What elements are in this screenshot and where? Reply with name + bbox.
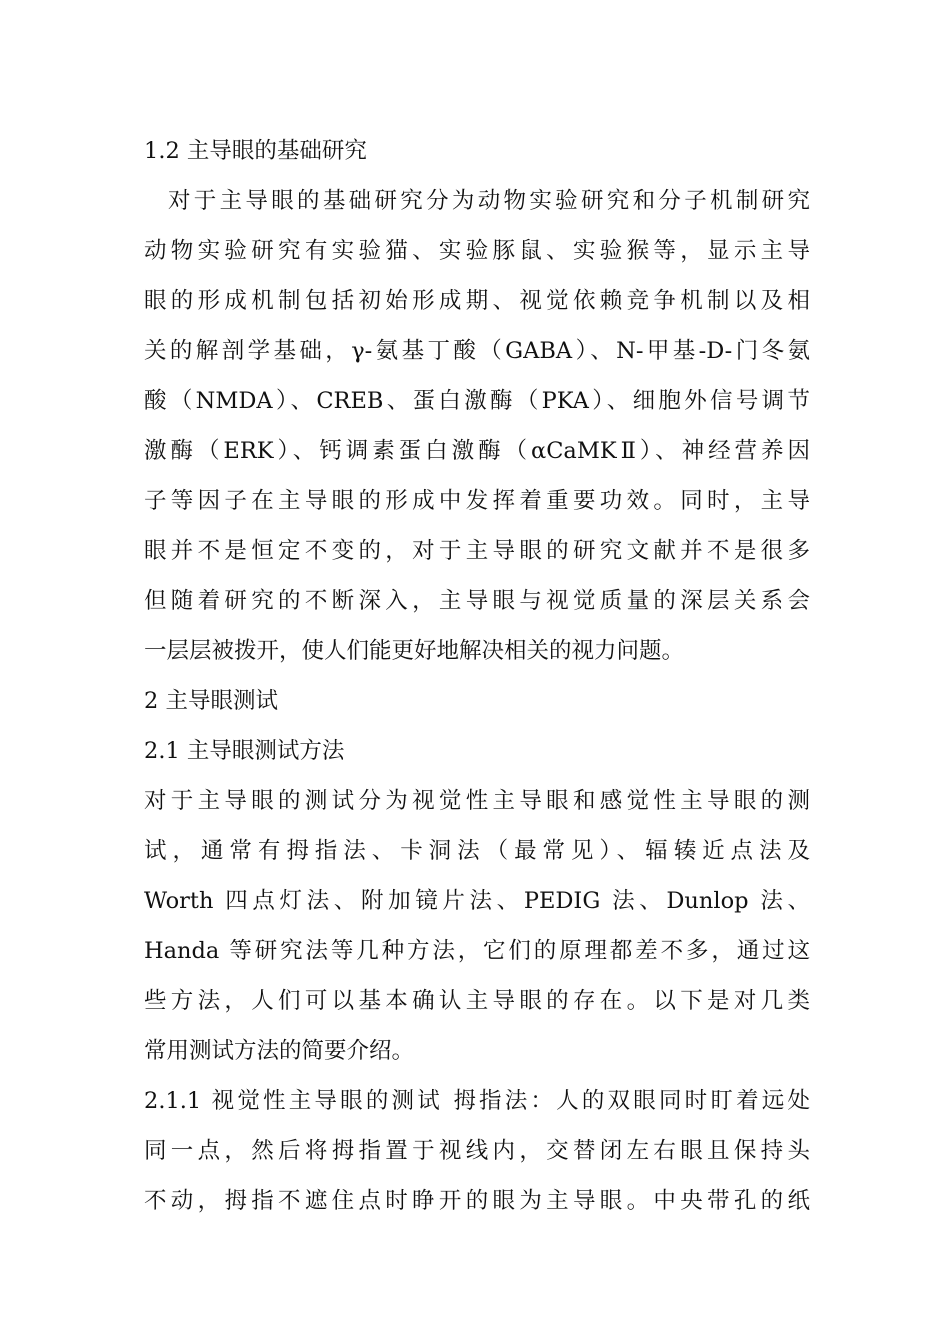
paragraph-line: 眼并不是恒定不变的，对于主导眼的研究文献并不是很多	[144, 538, 810, 564]
paragraph-line: 试，通常有拇指法、卡洞法（最常见）、辐辏近点法及	[144, 838, 810, 864]
paragraph-line: 些方法，人们可以基本确认主导眼的存在。以下是对几类	[144, 988, 810, 1014]
paragraph-line: 眼的形成机制包括初始形成期、视觉依赖竞争机制以及相	[144, 288, 810, 314]
paragraph-line: 对于主导眼的测试分为视觉性主导眼和感觉性主导眼的测	[144, 788, 810, 814]
paragraph-line: 但随着研究的不断深入，主导眼与视觉质量的深层关系会	[144, 588, 810, 614]
section-heading-1-2: 1.2 主导眼的基础研究	[144, 138, 367, 164]
paragraph-line: 对于主导眼的基础研究分为动物实验研究和分子机制研究	[168, 188, 810, 214]
paragraph-line: Worth 四点灯法、附加镜片法、PEDIG 法、Dunlop 法、	[144, 888, 810, 914]
paragraph-line: 酸（NMDA）、CREB、蛋白激酶（PKA）、细胞外信号调节	[144, 388, 810, 414]
paragraph-line: 同一点，然后将拇指置于视线内，交替闭左右眼且保持头	[144, 1138, 810, 1164]
paragraph-line: 常用测试方法的简要介绍。	[144, 1038, 415, 1064]
paragraph-line: 关的解剖学基础，γ-氨基丁酸（GABA）、N-甲基-D-门冬氨	[144, 338, 810, 364]
paragraph-line: 一层层被拨开，使人们能更好地解决相关的视力问题。	[144, 638, 685, 664]
document-body	[144, 126, 810, 1226]
paragraph-line: 不动，拇指不遮住点时睁开的眼为主导眼。中央带孔的纸	[144, 1188, 810, 1214]
paragraph-line: 动物实验研究有实验猫、实验豚鼠、实验猴等，显示主导	[144, 238, 810, 264]
paragraph-line: Handa 等研究法等几种方法，它们的原理都差不多，通过这	[144, 938, 810, 964]
paragraph-line: 激酶（ERK）、钙调素蛋白激酶（αCaMKⅡ）、神经营养因	[144, 438, 810, 464]
paragraph-line: 子等因子在主导眼的形成中发挥着重要功效。同时，主导	[144, 488, 810, 514]
subsection-line-2-1-1: 2.1.1 视觉性主导眼的测试 拇指法：人的双眼同时盯着远处	[144, 1088, 810, 1114]
section-heading-2: 2 主导眼测试	[144, 688, 278, 714]
section-heading-2-1: 2.1 主导眼测试方法	[144, 738, 345, 764]
